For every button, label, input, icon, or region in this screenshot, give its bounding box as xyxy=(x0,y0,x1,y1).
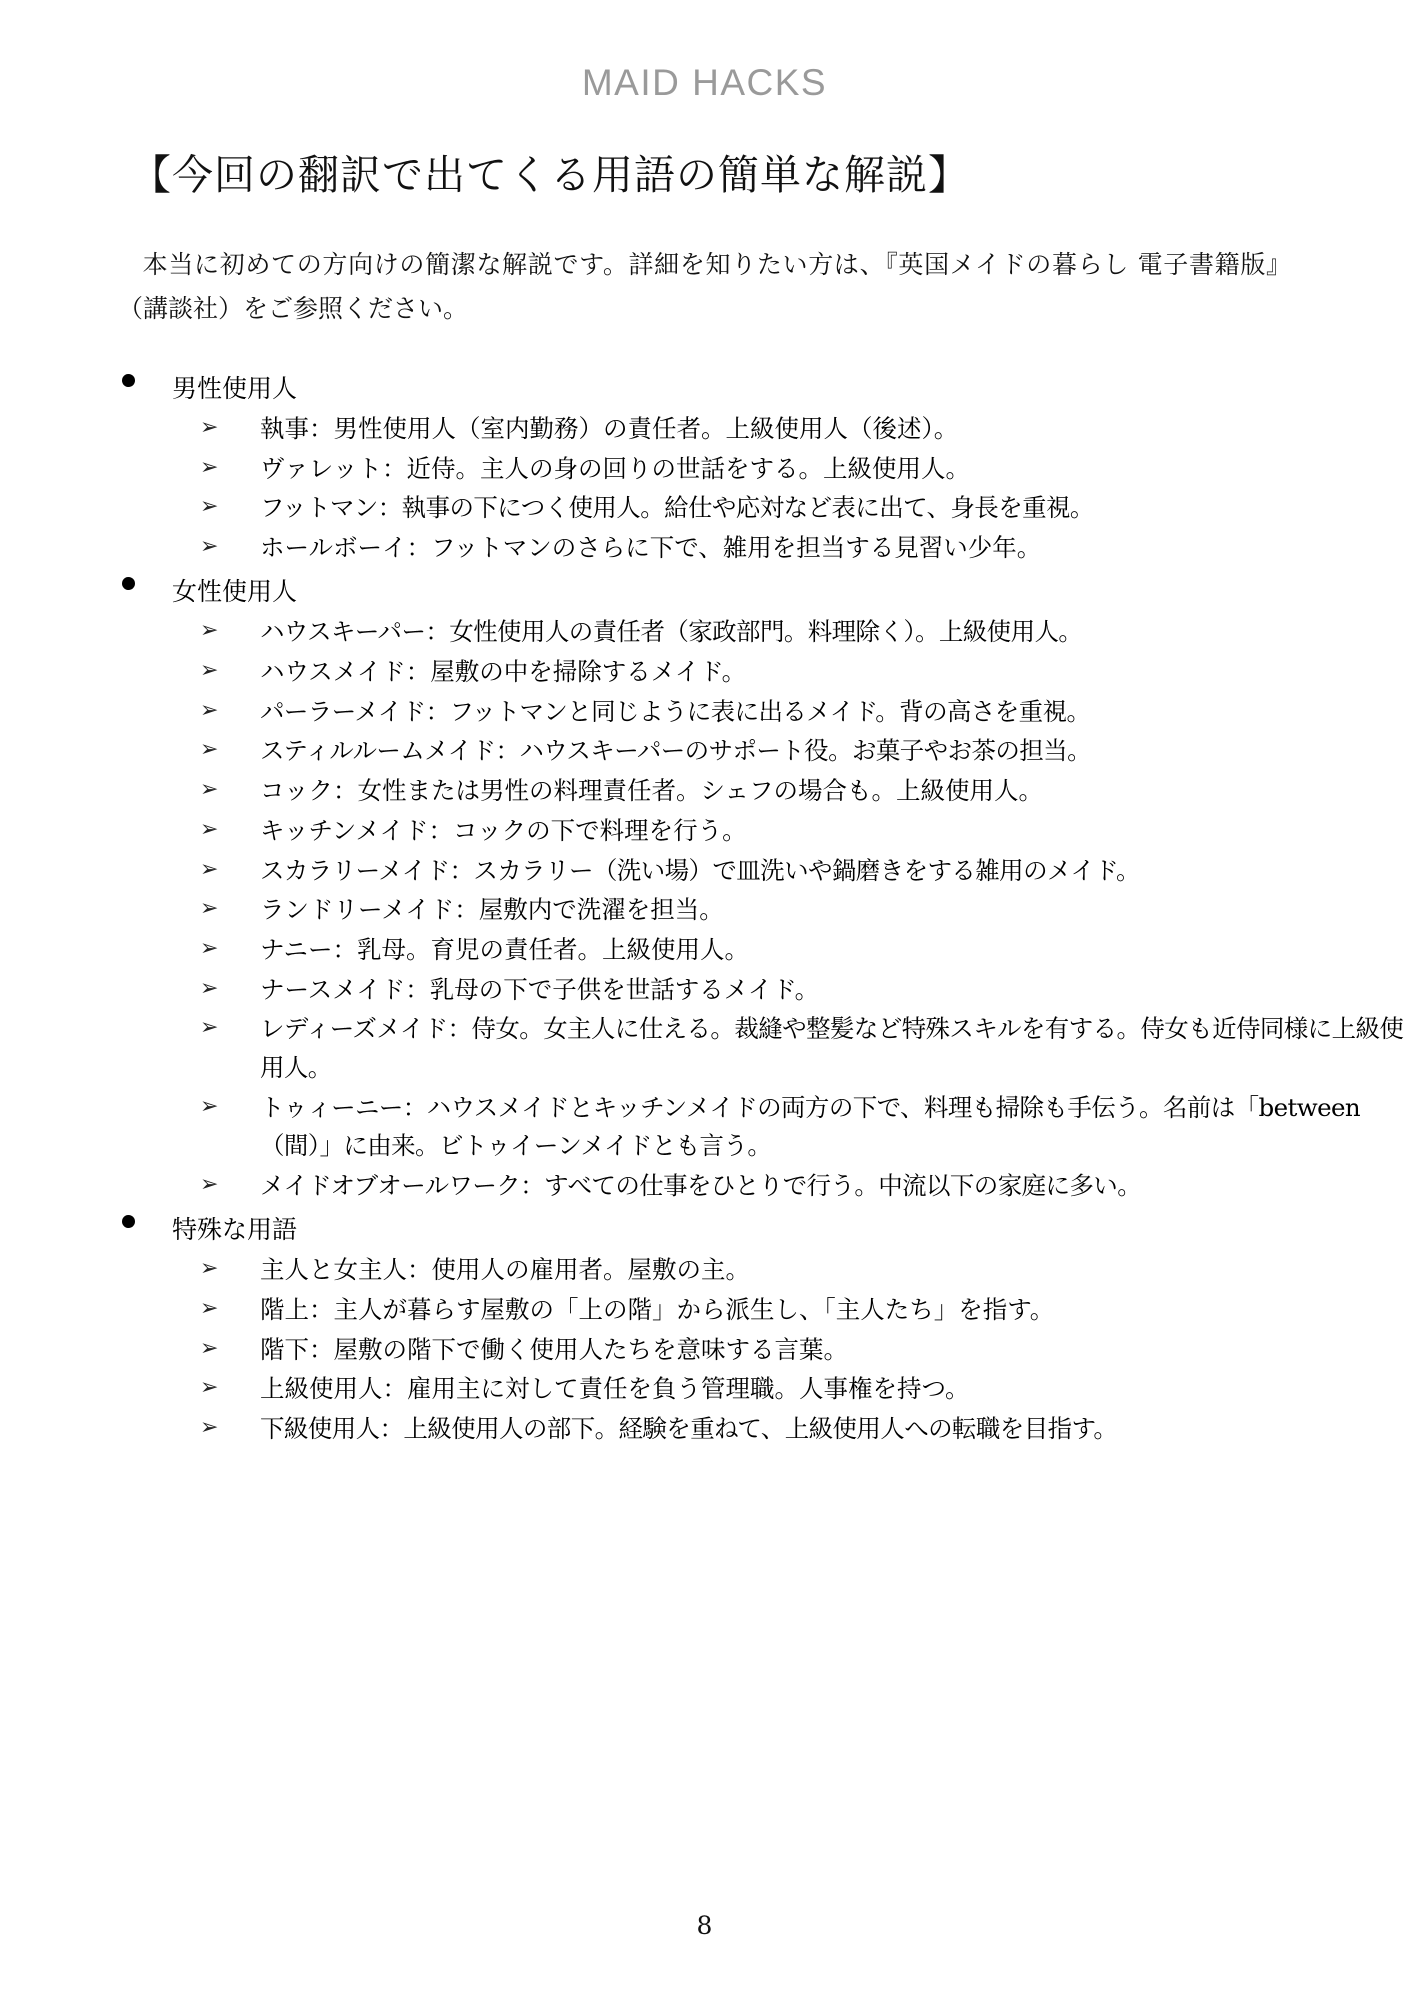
arrow-bullet-icon: ➢ xyxy=(200,856,219,882)
list-item-section xyxy=(0,1210,1409,1449)
list-item xyxy=(172,1010,1409,1087)
list-item xyxy=(172,1251,1409,1290)
list-item xyxy=(172,891,1409,930)
list-item-label: ヴァレット：近侍。主人の身の回りの世話をする。上級使用人。 xyxy=(260,453,971,483)
list-item xyxy=(172,410,1409,449)
list-item-label: 階上：主人が暮らす屋敷の「上の階」から派生し、「主人たち」を指す。 xyxy=(260,1295,1055,1325)
section-heading: 特殊な用語 xyxy=(172,1214,298,1244)
list-item-label: レディーズメイド：侍女。女主人に仕える。裁縫や整髪など特殊スキルを有する。侍女も近侍同様に上級使用人。 xyxy=(260,1014,1404,1083)
list-item xyxy=(172,772,1409,811)
arrow-bullet-icon: ➢ xyxy=(200,618,219,644)
section-items xyxy=(172,613,1409,1206)
list-item xyxy=(172,1291,1409,1330)
arrow-bullet-icon: ➢ xyxy=(200,1296,219,1322)
intro-paragraph xyxy=(118,243,1291,331)
arrow-bullet-icon: ➢ xyxy=(200,1172,219,1198)
arrow-bullet-icon: ➢ xyxy=(200,454,219,480)
section-items xyxy=(172,1251,1409,1449)
arrow-bullet-icon: ➢ xyxy=(200,1335,219,1361)
list-item-label: ランドリーメイド：屋敷内で洗濯を担当。 xyxy=(260,895,724,925)
list-item-label: ナースメイド：乳母の下で子供を世話するメイド。 xyxy=(260,974,820,1004)
list-item xyxy=(172,931,1409,970)
arrow-bullet-icon: ➢ xyxy=(200,697,219,723)
list-item xyxy=(172,1370,1409,1409)
arrow-bullet-icon: ➢ xyxy=(200,777,219,803)
list-item-label: 階下：屋敷の階下で働く使用人たちを意味する言葉。 xyxy=(260,1334,848,1364)
list-item xyxy=(172,1089,1409,1166)
list-item xyxy=(172,812,1409,851)
arrow-bullet-icon: ➢ xyxy=(200,534,219,560)
bullet-icon xyxy=(122,374,135,387)
list-item xyxy=(172,489,1409,528)
page-title: 【今回の翻訳で出てくる用語の簡単な解説】 xyxy=(130,151,970,199)
intro-text: 本当に初めての方向けの簡潔な解説です。詳細を知りたい方は、『英国メイドの暮らし 電子書籍版』（講談社）をご参照ください。 xyxy=(118,250,1291,323)
arrow-bullet-icon: ➢ xyxy=(200,737,219,763)
list-item-label: ホールボーイ：フットマンのさらに下で、雑用を担当する見習い少年。 xyxy=(260,533,1042,563)
glossary-list xyxy=(0,369,1409,1449)
list-item-label: ナニー：乳母。育児の責任者。上級使用人。 xyxy=(260,934,750,964)
section-heading: 女性使用人 xyxy=(172,576,298,606)
list-item-label: 執事：男性使用人（室内勤務）の責任者。上級使用人（後述）。 xyxy=(260,414,959,443)
arrow-bullet-icon: ➢ xyxy=(200,896,219,922)
list-item-label: 下級使用人：上級使用人の部下。経験を重ねて、上級使用人への転職を目指す。 xyxy=(260,1414,1118,1444)
arrow-bullet-icon: ➢ xyxy=(200,1093,219,1119)
list-item xyxy=(172,1410,1409,1449)
list-item-section xyxy=(0,369,1409,568)
arrow-bullet-icon: ➢ xyxy=(200,658,219,684)
list-item-label: トゥィーニー：ハウスメイドとキッチンメイドの両方の下で、料理も掃除も手伝う。名前は「between（間）」に由来。ビトゥイーンメイドとも言う。 xyxy=(260,1092,1361,1161)
running-header: MAID HACKS xyxy=(581,62,828,103)
arrow-bullet-icon: ➢ xyxy=(200,1256,219,1282)
list-item xyxy=(172,971,1409,1010)
list-item xyxy=(172,1331,1409,1370)
section-items xyxy=(172,410,1409,568)
list-item xyxy=(172,693,1409,732)
bullet-icon xyxy=(122,1215,135,1228)
list-item-label: コック：女性または男性の料理責任者。シェフの場合も。上級使用人。 xyxy=(260,776,1044,806)
list-item-label: パーラーメイド：フットマンと同じように表に出るメイド。背の高さを重視。 xyxy=(260,696,1091,726)
arrow-bullet-icon: ➢ xyxy=(200,494,219,520)
section-heading: 男性使用人 xyxy=(172,373,298,403)
list-item-label: ハウスキーパー：女性使用人の責任者（家政部門。料理除く）。上級使用人。 xyxy=(260,617,1083,647)
list-item xyxy=(172,1167,1409,1206)
list-item-label: キッチンメイド：コックの下で料理を行う。 xyxy=(260,815,747,845)
arrow-bullet-icon: ➢ xyxy=(200,975,219,1001)
list-item-label: スカラリーメイド：スカラリー（洗い場）で皿洗いや鍋磨きをする雑用のメイド。 xyxy=(260,855,1140,885)
arrow-bullet-icon: ➢ xyxy=(200,816,219,842)
list-item-label: フットマン：執事の下につく使用人。給仕や応対など表に出て、身長を重視。 xyxy=(260,493,1094,523)
bullet-icon xyxy=(122,577,135,590)
list-item xyxy=(172,852,1409,891)
page-number: 8 xyxy=(696,1911,713,1940)
list-item xyxy=(172,653,1409,692)
list-item-label: メイドオブオールワーク：すべての仕事をひとりで行う。中流以下の家庭に多い。 xyxy=(260,1171,1142,1201)
arrow-bullet-icon: ➢ xyxy=(200,1375,219,1401)
arrow-bullet-icon: ➢ xyxy=(200,1015,219,1041)
list-item-label: スティルルームメイド：ハウスキーパーのサポート役。お菓子やお茶の担当。 xyxy=(260,736,1091,766)
list-item-label: ハウスメイド：屋敷の中を掃除するメイド。 xyxy=(260,657,747,687)
arrow-bullet-icon: ➢ xyxy=(200,935,219,961)
list-item xyxy=(172,613,1409,652)
list-item-label: 主人と女主人：使用人の雇用者。屋敷の主。 xyxy=(260,1255,750,1285)
list-item xyxy=(172,529,1409,568)
list-item xyxy=(172,450,1409,489)
list-item-label: 上級使用人：雇用主に対して責任を負う管理職。人事権を持つ。 xyxy=(260,1374,970,1404)
list-item-section xyxy=(0,572,1409,1206)
arrow-bullet-icon: ➢ xyxy=(200,415,219,440)
arrow-bullet-icon: ➢ xyxy=(200,1415,219,1441)
list-item xyxy=(172,732,1409,771)
